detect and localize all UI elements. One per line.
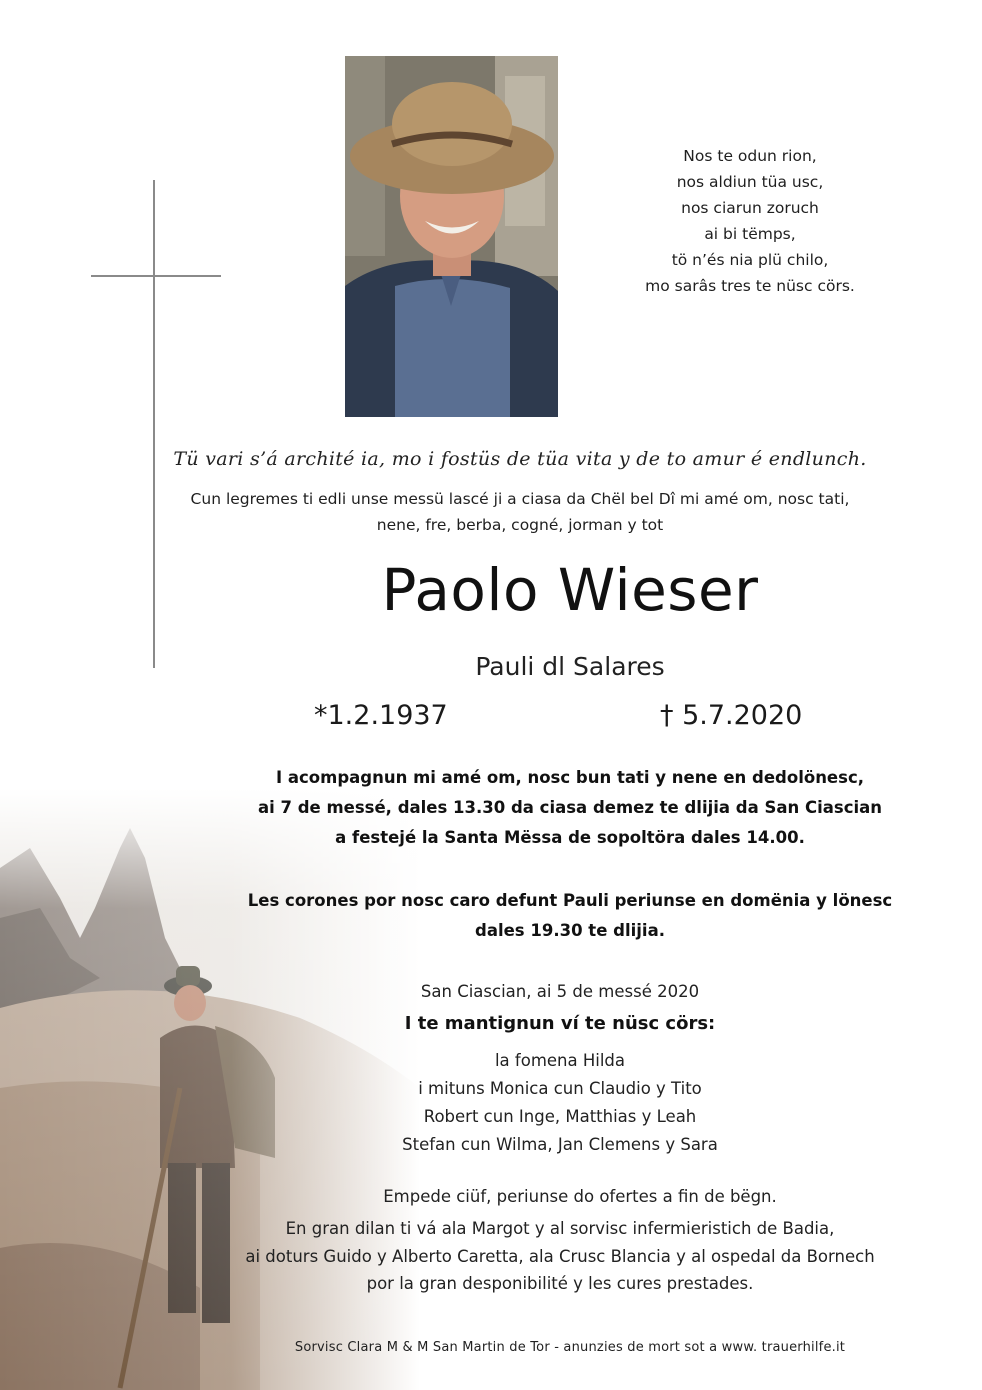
thanks-line: En gran dilan ti vá ala Margot y al sorvisc infermieristich de Badia,	[285, 1219, 835, 1238]
intro-text	[80, 486, 960, 538]
poem-line: Nos te odun rion,	[683, 147, 817, 165]
poem-line: nos ciarun zoruch	[681, 199, 819, 217]
funeral-line: a festejé la Santa Mëssa de sopoltöra dales 14.00.	[335, 828, 805, 847]
donation-note: Empede ciüf, periunse do ofertes a fin de bëgn.	[383, 1187, 777, 1206]
birth-date: *1.2.1937	[314, 700, 448, 731]
mourner-entry: Robert cun Inge, Matthias y Leah	[423, 1107, 697, 1126]
cross-vertical-beam	[153, 180, 155, 668]
mourner-entry: Stefan cun Wilma, Jan Clemens y Sara	[402, 1135, 718, 1154]
deceased-nickname: Pauli dl Salares	[475, 652, 665, 681]
poem-line: nos aldiun tüa usc,	[676, 173, 824, 191]
mourner-entry: i mituns Monica cun Claudio y Tito	[418, 1079, 702, 1098]
portrait-photo	[345, 56, 558, 417]
thanks-line: por la gran desponibilité y les cures prestades.	[366, 1274, 754, 1293]
script-quote: Tü vari s’á archité ia, mo i fostüs de tüa vita y de to amur é endlunch.	[173, 448, 867, 470]
poem	[600, 143, 900, 299]
poem-line: tö n’és nia plü chilo,	[671, 251, 829, 269]
mourners-list	[330, 1047, 790, 1159]
poem-line: mo sarâs tres te nüsc cörs.	[645, 277, 855, 295]
death-date: † 5.7.2020	[660, 700, 803, 731]
intro-line: nene, fre, berba, cogné, jorman y tot	[376, 516, 664, 534]
deceased-name: Paolo Wieser	[381, 556, 759, 624]
funeral-line: ai 7 de messé, dales 13.30 da ciasa demez te dlijia da San Ciascian	[257, 798, 883, 817]
funeral-line: I acompagnun mi amé om, nosc bun tati y nene en dedolönesc,	[276, 768, 864, 787]
mourners-heading: I te mantignun ví te nüsc cörs:	[404, 1013, 716, 1034]
thanks-text	[160, 1215, 960, 1298]
rosary-line: Les corones por nosc caro defunt Pauli periunse en domënia y lönesc	[247, 891, 893, 910]
rosary-info	[200, 886, 940, 946]
intro-line: Cun legremes ti edli unse messü lascé ji a ciasa da Chël bel Dî mi amé om, nosc tati,	[190, 490, 850, 508]
thanks-line: ai doturs Guido y Alberto Caretta, ala Crusc Blancia y al ospedal da Bornech	[245, 1246, 875, 1266]
footer-credit: Sorvisc Clara M & M San Martin de Tor - anunzies de mort sot a www. trauerhilfe.it	[294, 1340, 846, 1355]
poem-line: ai bi tëmps,	[704, 225, 796, 243]
cross-horizontal-beam	[91, 275, 221, 277]
funeral-info	[200, 763, 940, 853]
place-date: San Ciascian, ai 5 de messé 2020	[420, 982, 700, 1001]
mourner-entry: la fomena Hilda	[494, 1051, 626, 1070]
rosary-line: dales 19.30 te dlijia.	[475, 921, 665, 940]
